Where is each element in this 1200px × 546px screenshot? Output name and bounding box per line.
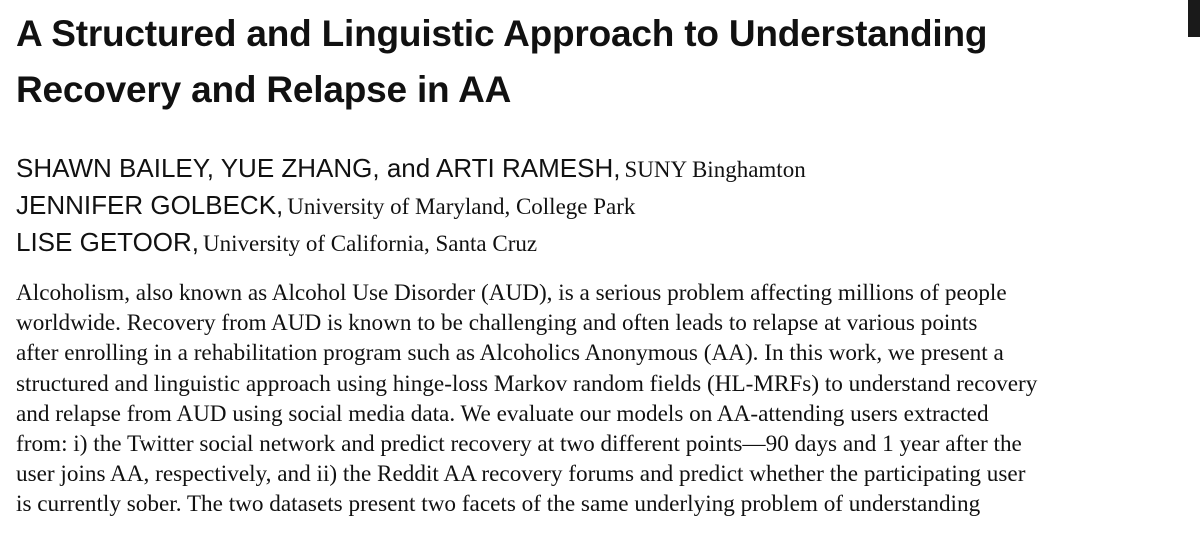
abstract-line: from: i) the Twitter social network and predict recovery at two different points—90 days and 1 year after the [16,430,1022,457]
author-affiliation: University of California, Santa Cruz [203,231,538,256]
author-block [16,150,1176,261]
scrollbar-edge[interactable] [1188,0,1200,37]
abstract-line: structured and linguistic approach using hinge-loss Markov random fields (HL-MRFs) to understand recovery [16,370,1038,397]
title-line: A Structured and Linguistic Approach to Understanding [16,13,988,54]
abstract-paragraph [16,278,1176,520]
title-line: Recovery and Relapse in AA [16,69,512,110]
abstract-line: Alcoholism, also known as Alcohol Use Disorder (AUD), is a serious problem affecting millions of people [16,280,1007,306]
author-affiliation: University of Maryland, College Park [287,194,636,219]
abstract-line: after enrolling in a rehabilitation program such as Alcoholics Anonymous (AA). In this work, we present a [16,340,1004,367]
author-affiliation: SUNY Binghamton [624,157,806,182]
abstract-line: is currently sober. The two datasets present two facets of the same underlying problem of understanding [16,491,981,518]
author-line [16,150,1176,187]
abstract-line: worldwide. Recovery from AUD is known to be challenging and often leads to relapse at various points [16,310,978,337]
author-names: SHAWN BAILEY, YUE ZHANG, and ARTI RAMESH, [16,153,621,183]
paper-title [16,6,1176,118]
abstract-line: user joins AA, respectively, and ii) the Reddit AA recovery forums and predict whether the participating user [16,461,1026,488]
author-line [16,224,1176,261]
author-line [16,187,1176,224]
author-names: LISE GETOOR, [16,227,200,257]
abstract-line: and relapse from AUD using social media data. We evaluate our models on AA-attending users extracted [16,400,989,427]
author-names: JENNIFER GOLBECK, [16,190,284,220]
